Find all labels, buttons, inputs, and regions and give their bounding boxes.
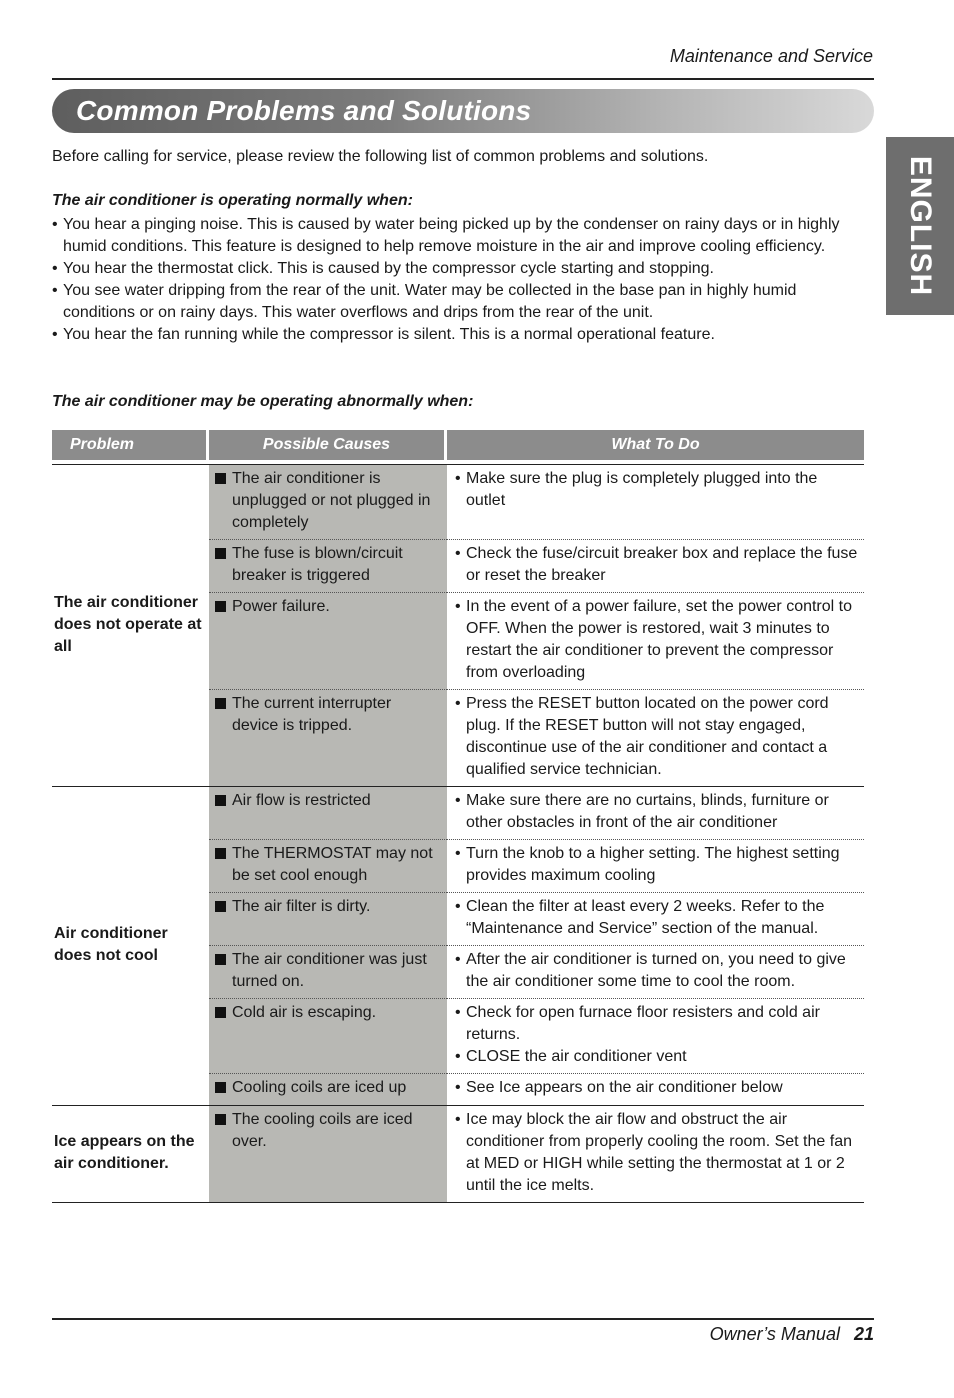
cause-text: Power failure. (232, 598, 330, 615)
cause-cell (209, 839, 447, 892)
header-rule (52, 78, 874, 80)
cause-cell (209, 892, 447, 945)
what-to-do-text: Clean the filter at least every 2 weeks. Refer to the “Maintenance and Service” section of the manual. (466, 898, 825, 937)
square-bullet-icon (215, 693, 232, 737)
cause-text: Air flow is restricted (232, 792, 371, 809)
what-to-do-cell (447, 892, 864, 945)
what-to-do-cell (447, 945, 864, 998)
what-to-do-text: Make sure there are no curtains, blinds, furniture or other obstacles in front of the air conditioner (466, 792, 829, 831)
normal-operation-list (52, 214, 852, 346)
page-title: Common Problems and Solutions (76, 95, 532, 126)
cause-cell (209, 539, 447, 592)
footer-rule (52, 1318, 874, 1320)
what-to-do-cell (447, 1073, 864, 1105)
list-item: • You see water dripping from the rear of the unit. Water may be collected in the base pan in highly humid conditions or on rainy days. This water overflows and drips from the rear of the unit. (52, 280, 852, 324)
square-bullet-icon (215, 790, 232, 813)
what-to-do-cell (447, 1105, 864, 1203)
bullet-icon: • (455, 1048, 461, 1065)
header-problem: Problem (52, 430, 209, 464)
what-to-do-text: CLOSE the air conditioner vent (466, 1048, 687, 1065)
bullet-icon: • (455, 598, 461, 615)
cause-cell (209, 998, 447, 1073)
title-banner (52, 89, 874, 133)
what-to-do-text: Turn the knob to a higher setting. The highest setting provides maximum cooling (466, 845, 840, 884)
normal-heading: The air conditioner is operating normally when: (52, 192, 413, 209)
square-bullet-icon (215, 596, 232, 619)
square-bullet-icon (215, 1077, 232, 1100)
cause-text: The fuse is blown/circuit breaker is triggered (232, 545, 403, 584)
problem-cell: Ice appears on the air conditioner. (52, 1105, 209, 1203)
cause-cell (209, 786, 447, 839)
what-to-do-text: Check for open furnace floor resisters and cold air returns. (466, 1004, 820, 1043)
bullet-icon: • (455, 1079, 461, 1096)
cause-text: The cooling coils are iced over. (232, 1111, 413, 1150)
cause-text: The air conditioner was just turned on. (232, 951, 427, 990)
footer-label: Owner’s Manual (709, 1324, 840, 1344)
bullet-icon: • (455, 845, 461, 862)
table-row (52, 1105, 864, 1203)
what-to-do-cell (447, 539, 864, 592)
square-bullet-icon (215, 1109, 232, 1153)
bullet-icon: • (455, 470, 461, 487)
list-item: • You hear the fan running while the compressor is silent. This is a normal operational feature. (52, 324, 852, 346)
what-to-do-text: In the event of a power failure, set the power control to OFF. When the power is restored, wait 3 minutes to restart the air conditioner to prevent the compressor from overloading (466, 598, 852, 681)
bullet-icon: • (455, 898, 461, 915)
cause-cell (209, 464, 447, 539)
cause-cell (209, 1105, 447, 1203)
cause-text: Cooling coils are iced up (232, 1079, 407, 1096)
square-bullet-icon (215, 543, 232, 587)
list-item: • You hear the thermostat click. This is caused by the compressor cycle starting and stopping. (52, 258, 852, 280)
square-bullet-icon (215, 468, 232, 534)
language-tab-label: ENGLISH (904, 155, 937, 297)
bullet-icon: • (455, 792, 461, 809)
language-tab (886, 137, 954, 315)
problem-cell: Air conditioner does not cool (52, 786, 209, 1105)
what-to-do-text: Press the RESET button located on the power cord plug. If the RESET button will not stay engaged, discontinue use of the air conditioner and contact a qualified service technician. (466, 695, 829, 778)
what-to-do-text: See Ice appears on the air conditioner below (466, 1079, 783, 1096)
bullet-icon: • (455, 695, 461, 712)
square-bullet-icon (215, 949, 232, 993)
header-possible-causes: Possible Causes (209, 430, 447, 464)
what-to-do-cell (447, 786, 864, 839)
square-bullet-icon (215, 1002, 232, 1025)
cause-cell (209, 689, 447, 786)
square-bullet-icon (215, 896, 232, 919)
table-row (52, 464, 864, 539)
bullet-icon: • (455, 545, 461, 562)
cause-text: The current interrupter device is tripped. (232, 695, 392, 734)
running-header: Maintenance and Service (669, 46, 873, 66)
what-to-do-cell (447, 689, 864, 786)
what-to-do-cell (447, 839, 864, 892)
cause-text: The THERMOSTAT may not be set cool enough (232, 845, 433, 884)
what-to-do-text: Make sure the plug is completely plugged into the outlet (466, 470, 818, 509)
cause-cell (209, 945, 447, 998)
troubleshooting-table (52, 430, 864, 1203)
bullet-icon: • (455, 1004, 461, 1021)
what-to-do-text: Ice may block the air flow and obstruct the air conditioner from properly cooling the room. Set the fan at MED or HIGH while setting the thermostat at 1 or 2 until the ice melts. (466, 1111, 852, 1194)
abnormal-heading: The air conditioner may be operating abnormally when: (52, 393, 474, 410)
list-item: • You hear a pinging noise. This is caused by water being picked up by the condenser on rainy days or in highly humid conditions. This feature is designed to help remove moisture in the air and improve cooling efficiency. (52, 214, 852, 258)
square-bullet-icon (215, 843, 232, 887)
bullet-icon: • (455, 1111, 461, 1128)
cause-text: The air conditioner is unplugged or not plugged in completely (232, 470, 431, 531)
page-number: 21 (853, 1324, 874, 1344)
cause-text: Cold air is escaping. (232, 1004, 377, 1021)
what-to-do-text: Check the fuse/circuit breaker box and replace the fuse or reset the breaker (466, 545, 858, 584)
table-header-row (52, 430, 864, 464)
cause-cell (209, 1073, 447, 1105)
bullet-icon: • (455, 951, 461, 968)
what-to-do-text: After the air conditioner is turned on, you need to give the air conditioner some time to cool the room. (466, 951, 846, 990)
problem-cell: The air conditioner does not operate at all (52, 464, 209, 786)
what-to-do-cell (447, 592, 864, 689)
table-row (52, 786, 864, 839)
what-to-do-cell (447, 464, 864, 539)
footer (710, 1324, 874, 1345)
cause-text: The air filter is dirty. (232, 898, 371, 915)
cause-cell (209, 592, 447, 689)
intro-text: Before calling for service, please review the following list of common problems and solutions. (52, 148, 709, 165)
what-to-do-cell (447, 998, 864, 1073)
header-what-to-do: What To Do (447, 430, 864, 464)
